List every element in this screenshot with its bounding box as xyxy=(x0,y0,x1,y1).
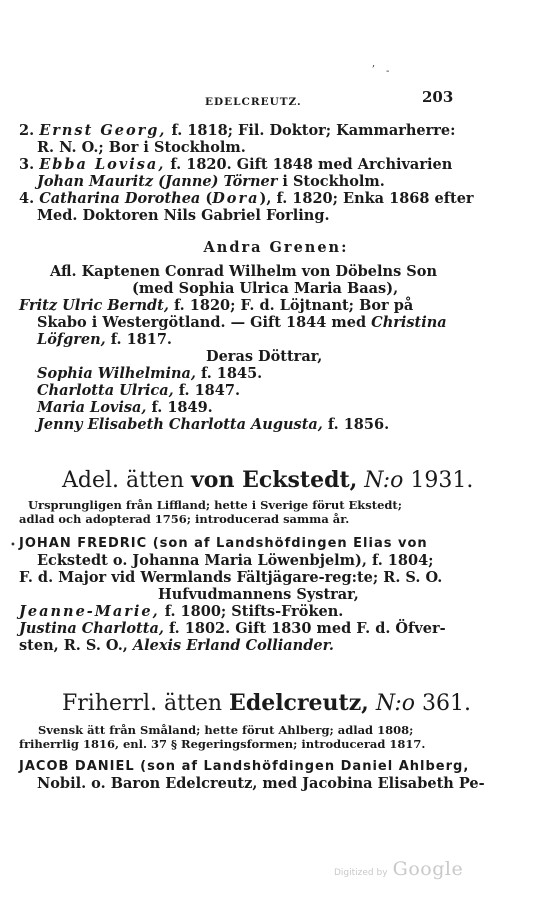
entry-line: R. N. O.; Bor i Stockholm. xyxy=(37,139,246,156)
stray-mark: , xyxy=(372,58,376,69)
entry-line: Afl. Kaptenen Conrad Wilhelm von Döbelns Son xyxy=(50,263,437,280)
family-note: Ursprungligen från Liffland; hette i Sverige förut Ekstedt; xyxy=(28,498,402,512)
entry-line: Johan Mauritz (Janne) Törner i Stockholm. xyxy=(37,173,385,190)
entry-line: JACOB DANIEL (son af Landshöfdingen Daniel Ahlberg, xyxy=(19,759,470,774)
entry-line: Justina Charlotta, f. 1802. Gift 1830 med F. d. Öfver- xyxy=(19,620,446,637)
entry-line: 2. Ernst Georg, f. 1818; Fil. Doktor; Kammarherre: xyxy=(19,122,456,139)
entry-line: Jenny Elisabeth Charlotta Augusta, f. 1856. xyxy=(37,416,390,433)
entry-line: Skabo i Westergötland. — Gift 1844 med Christina xyxy=(37,314,447,331)
entry-line: Nobil. o. Baron Edelcreutz, med Jacobina Elisabeth Pe- xyxy=(37,775,485,792)
stray-mark: • xyxy=(10,540,16,551)
entry-line: JOHAN FREDRIC (son af Landshöfdingen Elias von xyxy=(19,536,428,551)
entry-line: Charlotta Ulrica, f. 1847. xyxy=(37,382,240,399)
entry-line: Eckstedt o. Johanna Maria Löwenbjelm), f. 1804; xyxy=(37,552,434,569)
family-note: adlad och adopterad 1756; introducerad samma år. xyxy=(19,512,350,526)
running-header: EDELCREUTZ. xyxy=(205,96,302,108)
entry-line: Maria Lovisa, f. 1849. xyxy=(37,399,213,416)
family-title: Adel. ätten von Eckstedt, N:o 1931. xyxy=(62,467,474,493)
entry-line: Löfgren, f. 1817. xyxy=(37,331,172,348)
entry-line: Fritz Ulric Berndt, f. 1820; F. d. Löjtnant; Bor på xyxy=(19,297,414,314)
entry-line: Hufvudmannens Systrar, xyxy=(158,586,359,603)
entry-line: 4. Catharina Dorothea (Dora), f. 1820; Enka 1868 efter xyxy=(19,190,474,207)
entry-line: Med. Doktoren Nils Gabriel Forling. xyxy=(37,207,330,224)
entry-line: F. d. Major vid Wermlands Fältjägare-reg:te; R. S. O. xyxy=(19,569,443,586)
family-title: Friherrl. ätten Edelcreutz, N:o 361. xyxy=(62,690,471,716)
entry-line: Deras Döttrar, xyxy=(206,348,323,365)
entry-line: sten, R. S. O., Alexis Erland Colliander. xyxy=(19,637,334,654)
family-note: Svensk ätt från Småland; hette förut Ahlberg; adlad 1808; xyxy=(38,723,414,737)
entry-line: Jeanne-Marie, f. 1800; Stifts-Fröken. xyxy=(19,603,344,620)
entry-line: Sophia Wilhelmina, f. 1845. xyxy=(37,365,263,382)
digitized-by-google-watermark: Digitized by Google xyxy=(334,858,464,880)
stray-mark: - xyxy=(386,66,390,77)
entry-line: 3. Ebba Lovisa, f. 1820. Gift 1848 med Archivarien xyxy=(19,156,453,173)
section-heading: Andra Grenen: xyxy=(203,239,349,256)
entry-line: (med Sophia Ulrica Maria Baas), xyxy=(132,280,399,297)
page-number: 203 xyxy=(422,88,454,106)
family-note: friherrlig 1816, enl. 37 § Regeringsformen; introducerad 1817. xyxy=(19,737,426,751)
